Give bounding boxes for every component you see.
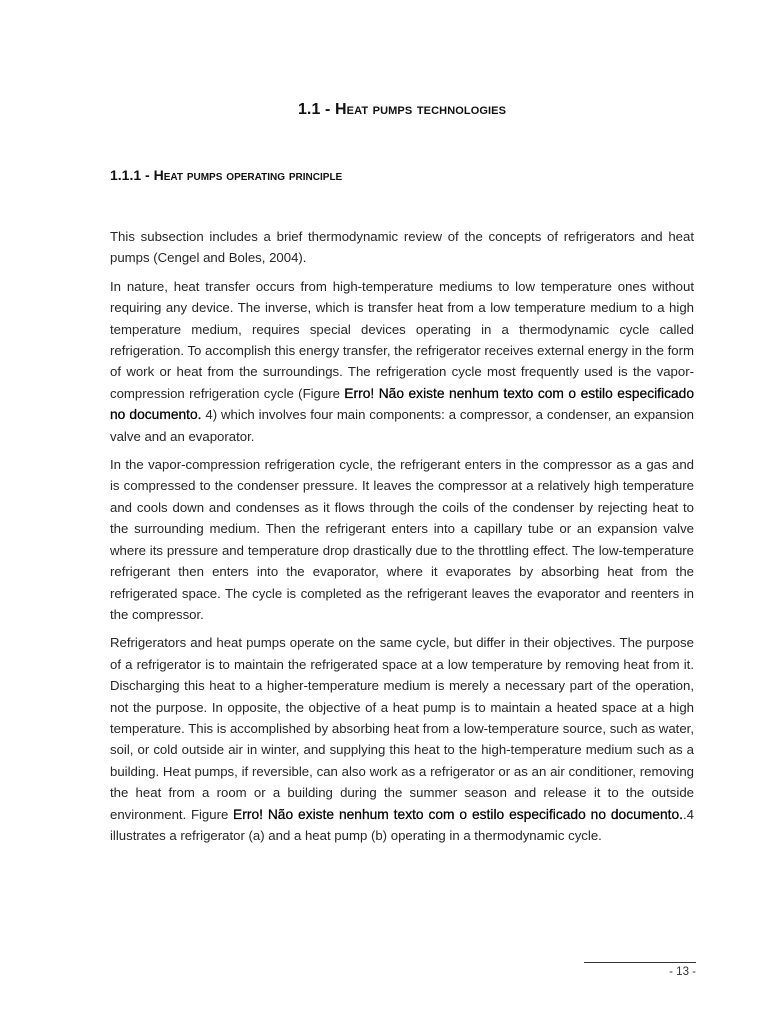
paragraph-refrigerators-vs-heat-pumps <box>110 632 694 846</box>
section-heading: 1.1 - Heat pumps technologies <box>297 101 507 118</box>
paragraph-text: 4) which involves four main components: a compressor, a condenser, an expansion valve and an evaporator. <box>110 407 694 444</box>
paragraph-text: .4 illustrates a refrigerator (a) and a heat pump (b) operating in a thermodynamic cycle. <box>110 806 694 843</box>
body-text <box>110 226 694 853</box>
cross-reference-error: Erro! Não existe nenhum texto com o estilo especificado no documento. <box>110 385 694 423</box>
paragraph-text: In nature, heat transfer occurs from high-temperature mediums to low temperature ones without requiring any device. The inverse, which is transfer heat from a low temperature medium to a high temperature medium, requires special devices operating in a thermodynamic cycle called refrigeration. To accomplish this energy transfer, the refrigerator receives external energy in the form of work or heat from the surroundings. The refrigeration cycle most frequently used is the vapor-compression refrigeration cycle (Figure <box>110 278 694 401</box>
paragraph-intro: This subsection includes a brief thermodynamic review of the concepts of refrigerators and heat pumps (Cengel and Boles, 2004). <box>110 229 694 266</box>
paragraph-vapor-compression-cycle: In the vapor-compression refrigeration cycle, the refrigerant enters in the compressor as a gas and is compressed to the condenser pressure. It leaves the compressor at a relatively high temperature and cools down and condenses as it flows through the coils of the condenser by rejecting heat to the surrounding medium. Then the refrigerant enters into a capillary tube or an expansion valve where its pressure and temperature drop drastically due to the throttling effect. The low-temperature refrigerant then enters into the evaporator, where it evaporates by absorbing heat from the refrigerated space. The cycle is completed as the refrigerant leaves the evaporator and reenters in the compressor. <box>110 457 694 622</box>
subsection-heading: 1.1.1 - Heat pumps operating principle <box>110 167 343 183</box>
footer-divider <box>584 962 696 963</box>
page-number: - 13 - <box>669 966 696 978</box>
cross-reference-error: Erro! Não existe nenhum texto com o estilo especificado no documento. <box>233 806 683 822</box>
paragraph-nature-heat-transfer <box>110 276 694 447</box>
paragraph-text: Refrigerators and heat pumps operate on the same cycle, but differ in their objectives. The purpose of a refrigerator is to maintain the refrigerated space at a low temperature by removing heat from it. Discharging this heat to a higher-temperature medium is merely a necessary part of the operation, not the purpose. In opposite, the objective of a heat pump is to maintain a heated space at a high temperature. This is accomplished by absorbing heat from a low-temperature source, such as water, soil, or cold outside air in winter, and supplying this heat to the high-temperature medium such as a building. Heat pumps, if reversible, can also work as a refrigerator or as an air conditioner, removing the heat from a room or a building during the summer season and release it to the outside environment. Figure <box>110 635 694 822</box>
